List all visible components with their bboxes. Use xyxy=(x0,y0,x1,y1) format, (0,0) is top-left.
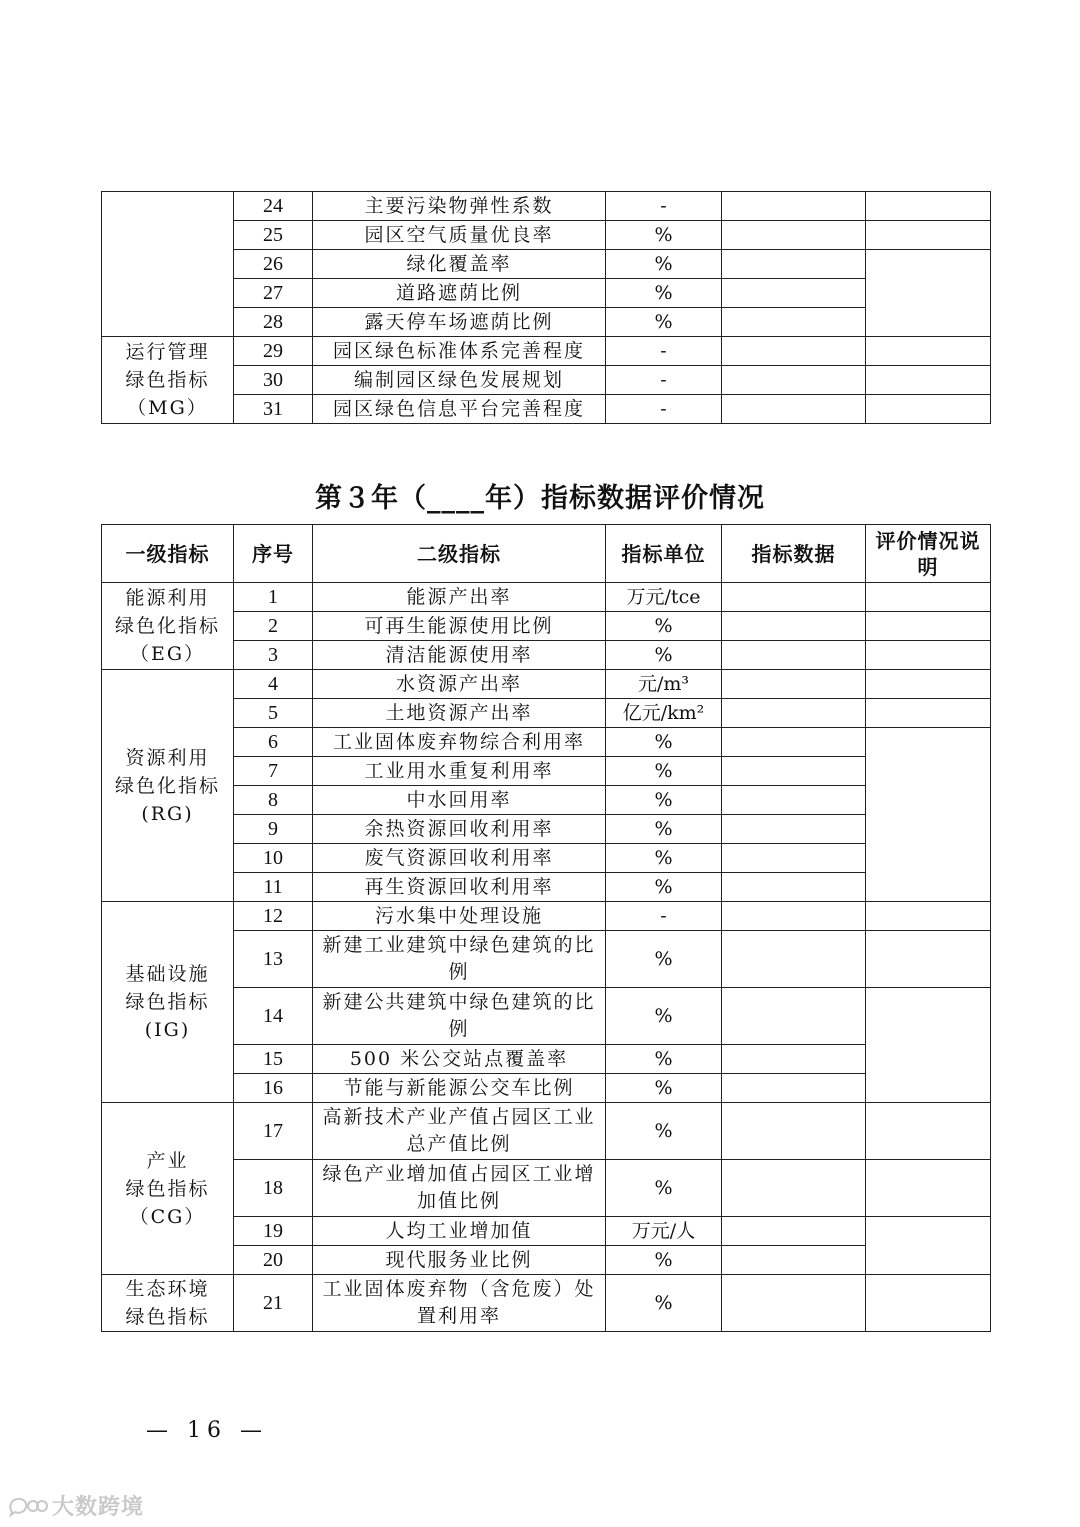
indicator-unit-cell: % xyxy=(606,221,722,250)
indicator-data-cell[interactable] xyxy=(722,670,866,699)
indicator-data-cell[interactable] xyxy=(722,1275,866,1332)
indicator-unit-cell: % xyxy=(606,931,722,988)
secondary-indicator-cell: 余热资源回收利用率 xyxy=(313,815,606,844)
primary-indicator-cell: 资源利用 绿色化指标 (RG) xyxy=(102,670,234,902)
indicator-unit-cell: % xyxy=(606,1275,722,1332)
indicator-unit-cell: % xyxy=(606,1045,722,1074)
indicator-unit-cell: - xyxy=(606,337,722,366)
evaluation-notes-cell[interactable] xyxy=(866,583,991,612)
evaluation-notes-cell[interactable] xyxy=(866,1217,991,1275)
indicator-unit-cell: % xyxy=(606,1103,722,1160)
indicator-unit-cell: % xyxy=(606,250,722,279)
secondary-indicator-cell: 高新技术产业产值占园区工业 总产值比例 xyxy=(313,1103,606,1160)
sequence-number-cell: 11 xyxy=(234,873,313,902)
evaluation-notes-cell[interactable] xyxy=(866,1275,991,1332)
table-row xyxy=(102,728,991,757)
secondary-indicator-cell: 绿化覆盖率 xyxy=(313,250,606,279)
table-row xyxy=(102,641,991,670)
secondary-indicator-cell: 可再生能源使用比例 xyxy=(313,612,606,641)
sequence-number-cell: 10 xyxy=(234,844,313,873)
sequence-number-cell: 7 xyxy=(234,757,313,786)
table-row xyxy=(102,395,991,424)
secondary-indicator-cell: 现代服务业比例 xyxy=(313,1246,606,1275)
evaluation-notes-cell[interactable] xyxy=(866,699,991,728)
evaluation-notes-cell[interactable] xyxy=(866,1103,991,1160)
sequence-number-cell: 13 xyxy=(234,931,313,988)
indicator-data-cell[interactable] xyxy=(722,1246,866,1275)
table-row xyxy=(102,1275,991,1332)
indicator-table-continued xyxy=(101,191,991,424)
indicator-data-cell[interactable] xyxy=(722,844,866,873)
indicator-data-cell[interactable] xyxy=(722,308,866,337)
sequence-number-cell: 31 xyxy=(234,395,313,424)
indicator-data-cell[interactable] xyxy=(722,1160,866,1217)
indicator-unit-cell: - xyxy=(606,366,722,395)
sequence-number-cell: 29 xyxy=(234,337,313,366)
indicator-data-cell[interactable] xyxy=(722,699,866,728)
secondary-indicator-cell: 再生资源回收利用率 xyxy=(313,873,606,902)
table-row xyxy=(102,902,991,931)
table-row xyxy=(102,699,991,728)
indicator-data-cell[interactable] xyxy=(722,395,866,424)
sequence-number-cell: 2 xyxy=(234,612,313,641)
evaluation-notes-cell[interactable] xyxy=(866,250,991,337)
indicator-data-cell[interactable] xyxy=(722,815,866,844)
evaluation-notes-cell[interactable] xyxy=(866,988,991,1103)
secondary-indicator-cell: 人均工业增加值 xyxy=(313,1217,606,1246)
page-number: — 16 — xyxy=(146,1418,268,1443)
table-row xyxy=(102,612,991,641)
header-evaluation-notes: 评价情况说 明 xyxy=(866,525,991,583)
secondary-indicator-cell: 主要污染物弹性系数 xyxy=(313,192,606,221)
sequence-number-cell: 28 xyxy=(234,308,313,337)
indicator-evaluation-table xyxy=(101,524,991,1332)
evaluation-notes-cell[interactable] xyxy=(866,395,991,424)
table-row xyxy=(102,670,991,699)
indicator-unit-cell: % xyxy=(606,815,722,844)
indicator-unit-cell: - xyxy=(606,902,722,931)
secondary-indicator-cell: 土地资源产出率 xyxy=(313,699,606,728)
indicator-data-cell[interactable] xyxy=(722,1103,866,1160)
indicator-data-cell[interactable] xyxy=(722,786,866,815)
secondary-indicator-cell: 园区绿色信息平台完善程度 xyxy=(313,395,606,424)
indicator-data-cell[interactable] xyxy=(722,279,866,308)
indicator-data-cell[interactable] xyxy=(722,931,866,988)
indicator-data-cell[interactable] xyxy=(722,728,866,757)
sequence-number-cell: 30 xyxy=(234,366,313,395)
indicator-data-cell[interactable] xyxy=(722,192,866,221)
indicator-unit-cell: % xyxy=(606,786,722,815)
evaluation-notes-cell[interactable] xyxy=(866,366,991,395)
table-row xyxy=(102,250,991,279)
secondary-indicator-cell: 500 米公交站点覆盖率 xyxy=(313,1045,606,1074)
evaluation-notes-cell[interactable] xyxy=(866,221,991,250)
secondary-indicator-cell: 新建公共建筑中绿色建筑的比 例 xyxy=(313,988,606,1045)
indicator-unit-cell: - xyxy=(606,192,722,221)
evaluation-notes-cell[interactable] xyxy=(866,1160,991,1217)
secondary-indicator-cell: 新建工业建筑中绿色建筑的比 例 xyxy=(313,931,606,988)
indicator-unit-cell: % xyxy=(606,279,722,308)
sequence-number-cell: 21 xyxy=(234,1275,313,1332)
indicator-data-cell[interactable] xyxy=(722,757,866,786)
secondary-indicator-cell: 节能与新能源公交车比例 xyxy=(313,1074,606,1103)
secondary-indicator-cell: 污水集中处理设施 xyxy=(313,902,606,931)
table-header-row xyxy=(102,525,991,583)
secondary-indicator-cell: 露天停车场遮荫比例 xyxy=(313,308,606,337)
table-row xyxy=(102,931,991,988)
secondary-indicator-cell: 能源产出率 xyxy=(313,583,606,612)
table-row xyxy=(102,815,991,844)
evaluation-notes-cell[interactable] xyxy=(866,337,991,366)
indicator-unit-cell: % xyxy=(606,844,722,873)
evaluation-notes-cell[interactable] xyxy=(866,641,991,670)
sequence-number-cell: 14 xyxy=(234,988,313,1045)
header-primary-indicator: 一级指标 xyxy=(102,525,234,583)
table-row xyxy=(102,1103,991,1160)
indicator-data-cell[interactable] xyxy=(722,902,866,931)
table-row xyxy=(102,786,991,815)
header-indicator-unit: 指标单位 xyxy=(606,525,722,583)
indicator-data-cell[interactable] xyxy=(722,221,866,250)
table-row xyxy=(102,192,991,221)
table-row xyxy=(102,1074,991,1103)
indicator-unit-cell: 万元/人 xyxy=(606,1217,722,1246)
indicator-unit-cell: % xyxy=(606,641,722,670)
indicator-data-cell[interactable] xyxy=(722,366,866,395)
table-row xyxy=(102,1160,991,1217)
indicator-data-cell[interactable] xyxy=(722,1045,866,1074)
indicator-unit-cell: % xyxy=(606,1246,722,1275)
table-row xyxy=(102,366,991,395)
indicator-unit-cell: % xyxy=(606,612,722,641)
primary-indicator-cell: 生态环境 绿色指标 xyxy=(102,1275,234,1332)
sequence-number-cell: 20 xyxy=(234,1246,313,1275)
table-row xyxy=(102,1045,991,1074)
secondary-indicator-cell: 工业用水重复利用率 xyxy=(313,757,606,786)
table-row xyxy=(102,844,991,873)
indicator-data-cell[interactable] xyxy=(722,1074,866,1103)
indicator-data-cell[interactable] xyxy=(722,250,866,279)
evaluation-notes-cell[interactable] xyxy=(866,192,991,221)
sequence-number-cell: 15 xyxy=(234,1045,313,1074)
sequence-number-cell: 6 xyxy=(234,728,313,757)
evaluation-notes-cell[interactable] xyxy=(866,902,991,931)
indicator-unit-cell: % xyxy=(606,1074,722,1103)
sequence-number-cell: 9 xyxy=(234,815,313,844)
indicator-data-cell[interactable] xyxy=(722,1217,866,1246)
table-row xyxy=(102,873,991,902)
evaluation-notes-cell[interactable] xyxy=(866,612,991,641)
indicator-unit-cell: % xyxy=(606,308,722,337)
primary-indicator-cell xyxy=(102,192,234,337)
indicator-data-cell[interactable] xyxy=(722,612,866,641)
sequence-number-cell: 1 xyxy=(234,583,313,612)
indicator-unit-cell: % xyxy=(606,757,722,786)
sequence-number-cell: 5 xyxy=(234,699,313,728)
indicator-unit-cell: % xyxy=(606,728,722,757)
table-row xyxy=(102,308,991,337)
evaluation-notes-cell[interactable] xyxy=(866,728,991,902)
sequence-number-cell: 25 xyxy=(234,221,313,250)
indicator-data-cell[interactable] xyxy=(722,988,866,1045)
table-row xyxy=(102,583,991,612)
primary-indicator-cell: 能源利用 绿色化指标 （EG） xyxy=(102,583,234,670)
secondary-indicator-cell: 园区绿色标准体系完善程度 xyxy=(313,337,606,366)
secondary-indicator-cell: 道路遮荫比例 xyxy=(313,279,606,308)
secondary-indicator-cell: 废气资源回收利用率 xyxy=(313,844,606,873)
chat-bubble-logo-icon xyxy=(8,1495,48,1517)
primary-indicator-cell: 基础设施 绿色指标 (IG) xyxy=(102,902,234,1103)
indicator-data-cell[interactable] xyxy=(722,583,866,612)
secondary-indicator-cell: 清洁能源使用率 xyxy=(313,641,606,670)
sequence-number-cell: 24 xyxy=(234,192,313,221)
indicator-unit-cell: 万元/tce xyxy=(606,583,722,612)
indicator-data-cell[interactable] xyxy=(722,641,866,670)
primary-indicator-cell: 运行管理 绿色指标 （MG） xyxy=(102,337,234,424)
secondary-indicator-cell: 工业固体废弃物综合利用率 xyxy=(313,728,606,757)
sequence-number-cell: 16 xyxy=(234,1074,313,1103)
sequence-number-cell: 12 xyxy=(234,902,313,931)
secondary-indicator-cell: 工业固体废弃物（含危废）处 置利用率 xyxy=(313,1275,606,1332)
evaluation-notes-cell[interactable] xyxy=(866,670,991,699)
indicator-unit-cell: % xyxy=(606,873,722,902)
secondary-indicator-cell: 中水回用率 xyxy=(313,786,606,815)
watermark-text: 大数跨境 xyxy=(52,1495,145,1520)
secondary-indicator-cell: 编制园区绿色发展规划 xyxy=(313,366,606,395)
evaluation-notes-cell[interactable] xyxy=(866,931,991,988)
indicator-unit-cell: 亿元/km² xyxy=(606,699,722,728)
indicator-unit-cell: % xyxy=(606,988,722,1045)
table-row xyxy=(102,757,991,786)
indicator-data-cell[interactable] xyxy=(722,337,866,366)
table-row xyxy=(102,279,991,308)
indicator-data-cell[interactable] xyxy=(722,873,866,902)
sequence-number-cell: 8 xyxy=(234,786,313,815)
table-row xyxy=(102,1217,991,1246)
sequence-number-cell: 26 xyxy=(234,250,313,279)
secondary-indicator-cell: 绿色产业增加值占园区工业增 加值比例 xyxy=(313,1160,606,1217)
table-row xyxy=(102,1246,991,1275)
indicator-unit-cell: % xyxy=(606,1160,722,1217)
secondary-indicator-cell: 园区空气质量优良率 xyxy=(313,221,606,250)
secondary-indicator-cell: 水资源产出率 xyxy=(313,670,606,699)
indicator-unit-cell: - xyxy=(606,395,722,424)
table-row xyxy=(102,988,991,1045)
sequence-number-cell: 3 xyxy=(234,641,313,670)
header-indicator-data: 指标数据 xyxy=(722,525,866,583)
watermark xyxy=(8,1490,144,1521)
indicator-unit-cell: 元/m³ xyxy=(606,670,722,699)
sequence-number-cell: 4 xyxy=(234,670,313,699)
sequence-number-cell: 17 xyxy=(234,1103,313,1160)
header-sequence-number: 序号 xyxy=(234,525,313,583)
table-row xyxy=(102,337,991,366)
sequence-number-cell: 19 xyxy=(234,1217,313,1246)
sequence-number-cell: 27 xyxy=(234,279,313,308)
sequence-number-cell: 18 xyxy=(234,1160,313,1217)
primary-indicator-cell: 产业 绿色指标 （CG） xyxy=(102,1103,234,1275)
table-row xyxy=(102,221,991,250)
header-secondary-indicator: 二级指标 xyxy=(313,525,606,583)
section-title: 第３年（____年）指标数据评价情况 xyxy=(315,483,765,514)
